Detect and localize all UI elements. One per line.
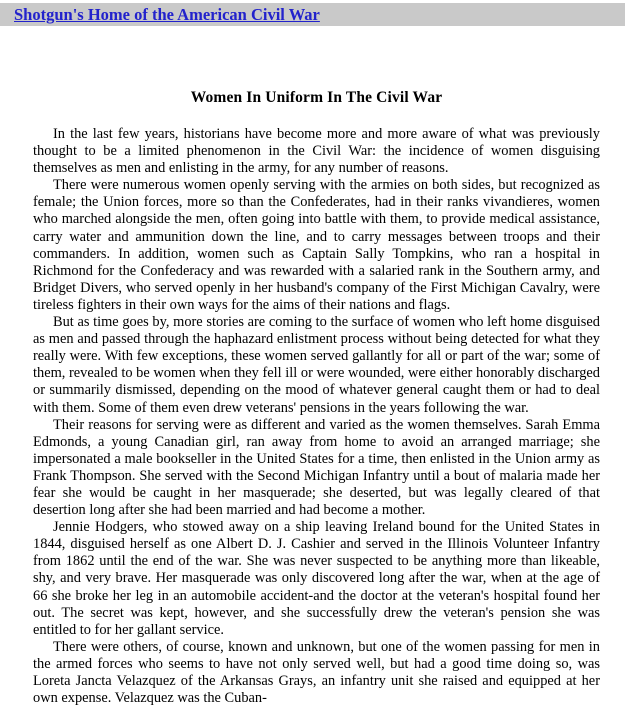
article-paragraph: Their reasons for serving were as different and varied as the women themselves. Sarah Emma Edmonds, a young Canadian girl, ran away from home to avoid an arranged marriage; she impersonated a male bookseller in the United States for a time, then enlisted in the Union army as Frank Thompson. She served with the Second Michigan Infantry until a bout of malaria made her fear she would be caught in her masquerade; she deserted, but was legally cleared of that desertion long after she had been married and had become a mother. (33, 416, 600, 519)
article-paragraph: In the last few years, historians have become more and more aware of what was previously thought to be a limited phenomenon in the Civil War: the incidence of women disguising themselves as men and enlisting in the army, for any number of reasons. (33, 126, 600, 177)
site-home-link[interactable]: Shotgun's Home of the American Civil War (14, 5, 320, 24)
header-spacer (33, 26, 600, 89)
article-paragraph: But as time goes by, more stories are coming to the surface of women who left home disguised as men and passed through the haphazard enlistment process without being detected for what they really were. With few exceptions, these women served gallantly for all or part of the war; some of them, revealed to be women when they fell ill or were wounded, were either honorably discharged or summarily dismissed, depending on the mood of whatever general caught them or had to deal with them. Some of them even drew veterans' pensions in the years following the war. (33, 314, 600, 416)
article-paragraph: There were numerous women openly serving with the armies on both sides, but recognized as female; the Union forces, more so than the Confederates, had in their ranks vivandieres, women who marched alongside the men, often going into battle with them, to provide medical assistance, carry water and ammunition down the line, and to carry messages between troops and their commanders. In addition, women such as Captain Sally Tompkins, who ran a hospital in Richmond for the Confederacy and was rewarded with a salaried rank in the Southern army, and Bridget Divers, who served openly in her husband's company of the First Michigan Cavalry, were tireless fighters in their own ways for the aims of their nations and flags. (33, 177, 600, 313)
banner-bar (0, 3, 625, 26)
site-banner (0, 0, 631, 26)
article-body (0, 26, 631, 707)
article-paragraph: Jennie Hodgers, who stowed away on a ship leaving Ireland bound for the United States in 1844, disguised herself as one Albert D. J. Cashier and served in the Illinois Volunteer Infantry from 1862 until the end of the war. She was never suspected to be anything more than likeable, shy, and very brave. Her masquerade was only discovered long after the war, when at the age of 66 she broke her leg in an automobile accident-and the doctor at the veteran's hospital found her out. The secret was kept, however, and she successfully drew the veteran's pension she was entitled to for her gallant service. (33, 519, 600, 638)
title-spacer (33, 107, 600, 126)
article-paragraph: There were others, of course, known and unknown, but one of the women passing for men in the armed forces who seems to have not only served well, but had a good time doing so, was Loreta Jancta Velazquez of the Arkansas Grays, an infantry unit she raised and equipped at her own expense. Velazquez was the Cuban- (33, 638, 600, 707)
page-title: Women In Uniform In The Civil War (190, 89, 443, 106)
